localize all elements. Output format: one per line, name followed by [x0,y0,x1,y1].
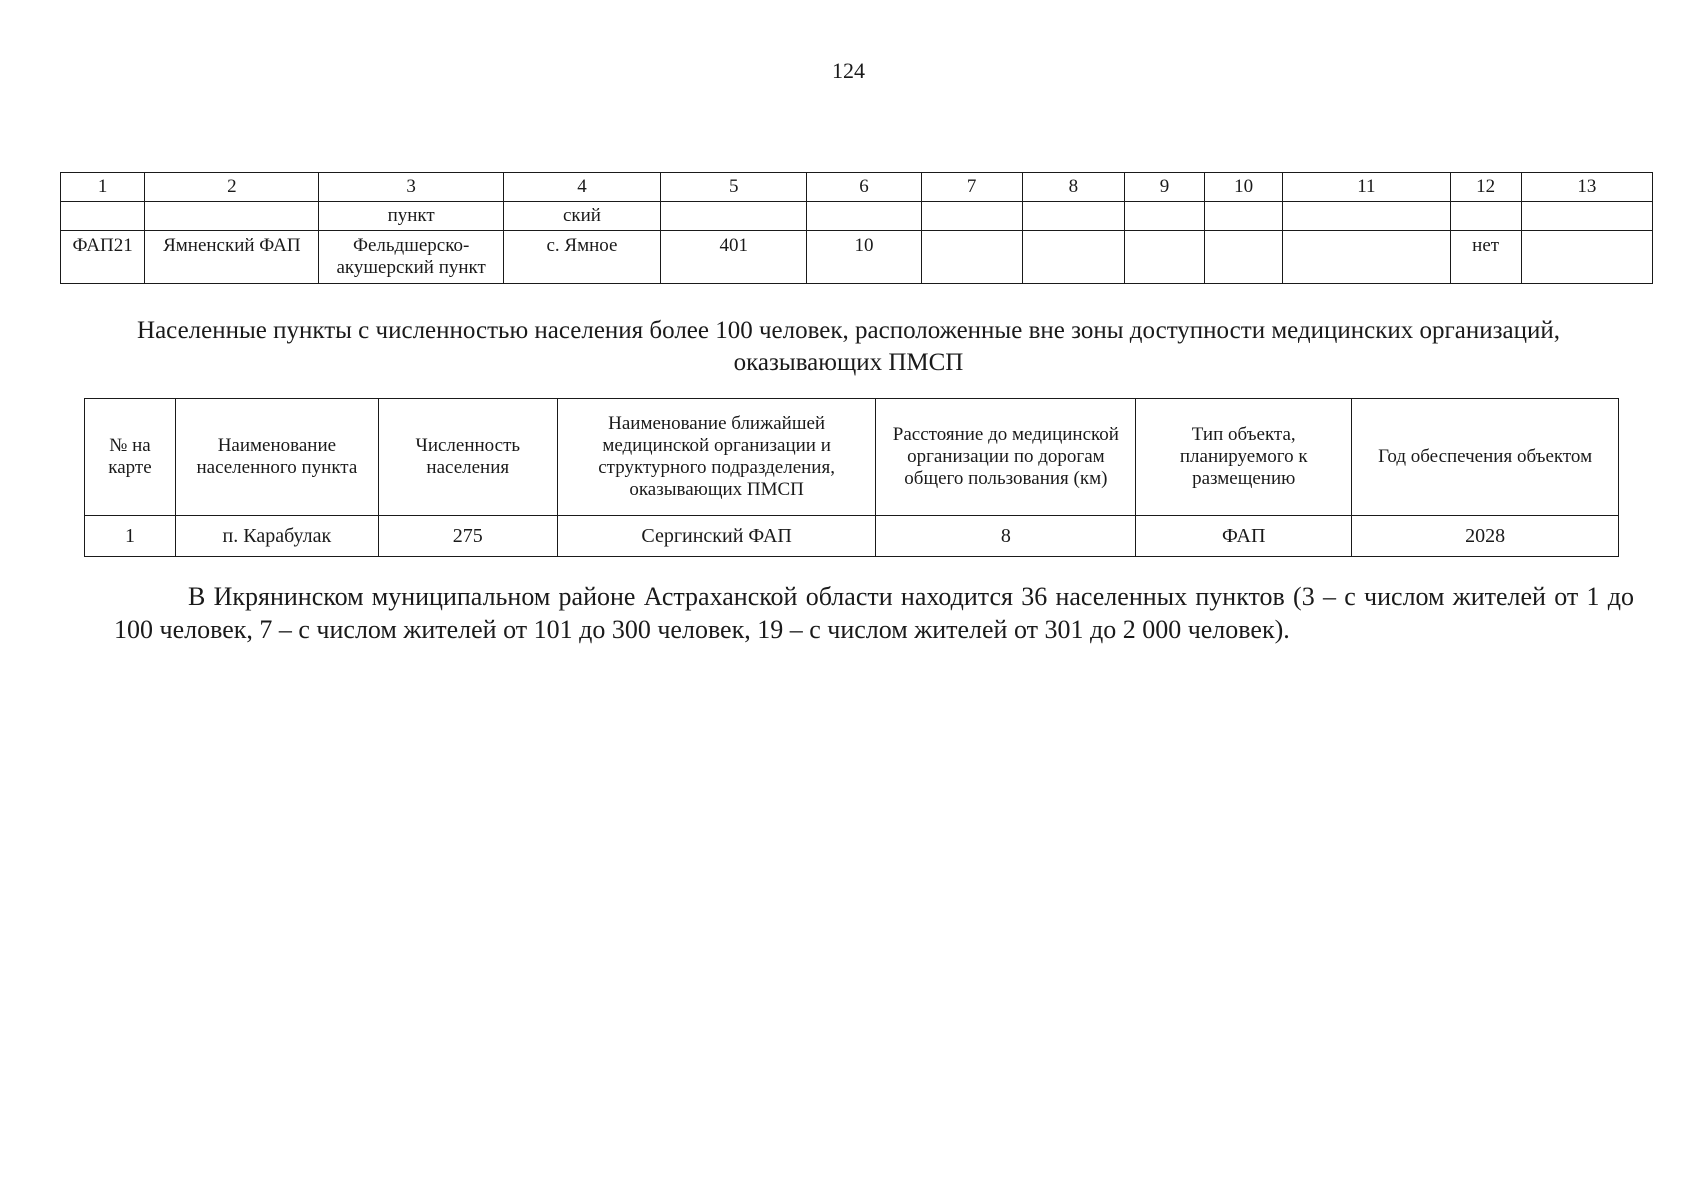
column-number: 3 [319,173,503,202]
table-cell [1022,231,1124,284]
column-number: 6 [807,173,921,202]
table-cell [1283,231,1450,284]
carryover-cell: пункт [319,202,503,231]
column-number: 2 [145,173,319,202]
table-cell: нет [1450,231,1521,284]
map-number: 1 [85,516,176,557]
column-number: 13 [1521,173,1652,202]
table-cell [1205,231,1283,284]
column-header: № на карте [85,399,176,516]
facility-location: с. Ямное [503,231,660,284]
table-header-row [85,399,1619,516]
table-cell [1124,231,1204,284]
table-cell [1521,231,1652,284]
provision-year: 2028 [1352,516,1619,557]
section-heading: Населенные пункты с численностью населения более 100 человек, расположенные вне зоны доступности медицинских организаций, оказывающих ПМСП [137,317,1560,376]
column-number: 8 [1022,173,1124,202]
carryover-cell [661,202,807,231]
column-header: Тип объекта, планируемого к размещению [1136,399,1352,516]
column-number: 11 [1283,173,1450,202]
column-number-row [61,173,1653,202]
facility-type: Фельдшерско-акушерский пункт [319,231,503,284]
carryover-cell [145,202,319,231]
carryover-cell [1450,202,1521,231]
column-header: Наименование ближайшей медицинской организации и структурного подразделения, оказывающих ПМСП [557,399,876,516]
nearest-organization: Сергинский ФАП [557,516,876,557]
body-paragraph: В Икрянинском муниципальном районе Астраханской области находится 36 населенных пунктов (3 – с числом жителей от 1 до 100 человек, 7 – с числом жителей от 101 до 300 человек, 19 – с числом жителей от 301 до 2 000 человек). [114,582,1634,644]
carryover-cell [1205,202,1283,231]
column-number: 4 [503,173,660,202]
column-number: 9 [1124,173,1204,202]
page-number: 124 [832,58,865,83]
table-cell [921,231,1022,284]
column-number: 5 [661,173,807,202]
settlements-table [84,398,1619,557]
population: 275 [378,516,557,557]
table-row [85,516,1619,557]
column-header: Наименование населенного пункта [175,399,378,516]
carryover-cell [807,202,921,231]
carryover-cell [1521,202,1652,231]
column-number: 7 [921,173,1022,202]
carryover-header-row [61,202,1653,231]
facility-name: Ямненский ФАП [145,231,319,284]
carryover-cell [921,202,1022,231]
table-row [61,231,1653,284]
table-cell: 401 [661,231,807,284]
column-number: 10 [1205,173,1283,202]
continuation-table [60,172,1653,284]
distance-km: 8 [876,516,1136,557]
column-number: 1 [61,173,145,202]
column-header: Численность населения [378,399,557,516]
carryover-cell [1124,202,1204,231]
carryover-cell [1283,202,1450,231]
planned-object-type: ФАП [1136,516,1352,557]
carryover-cell: ский [503,202,660,231]
carryover-cell [61,202,145,231]
facility-code: ФАП21 [61,231,145,284]
column-header: Год обеспечения объектом [1352,399,1619,516]
carryover-cell [1022,202,1124,231]
table-cell: 10 [807,231,921,284]
column-number: 12 [1450,173,1521,202]
settlement-name: п. Карабулак [175,516,378,557]
column-header: Расстояние до медицинской организации по дорогам общего пользования (км) [876,399,1136,516]
